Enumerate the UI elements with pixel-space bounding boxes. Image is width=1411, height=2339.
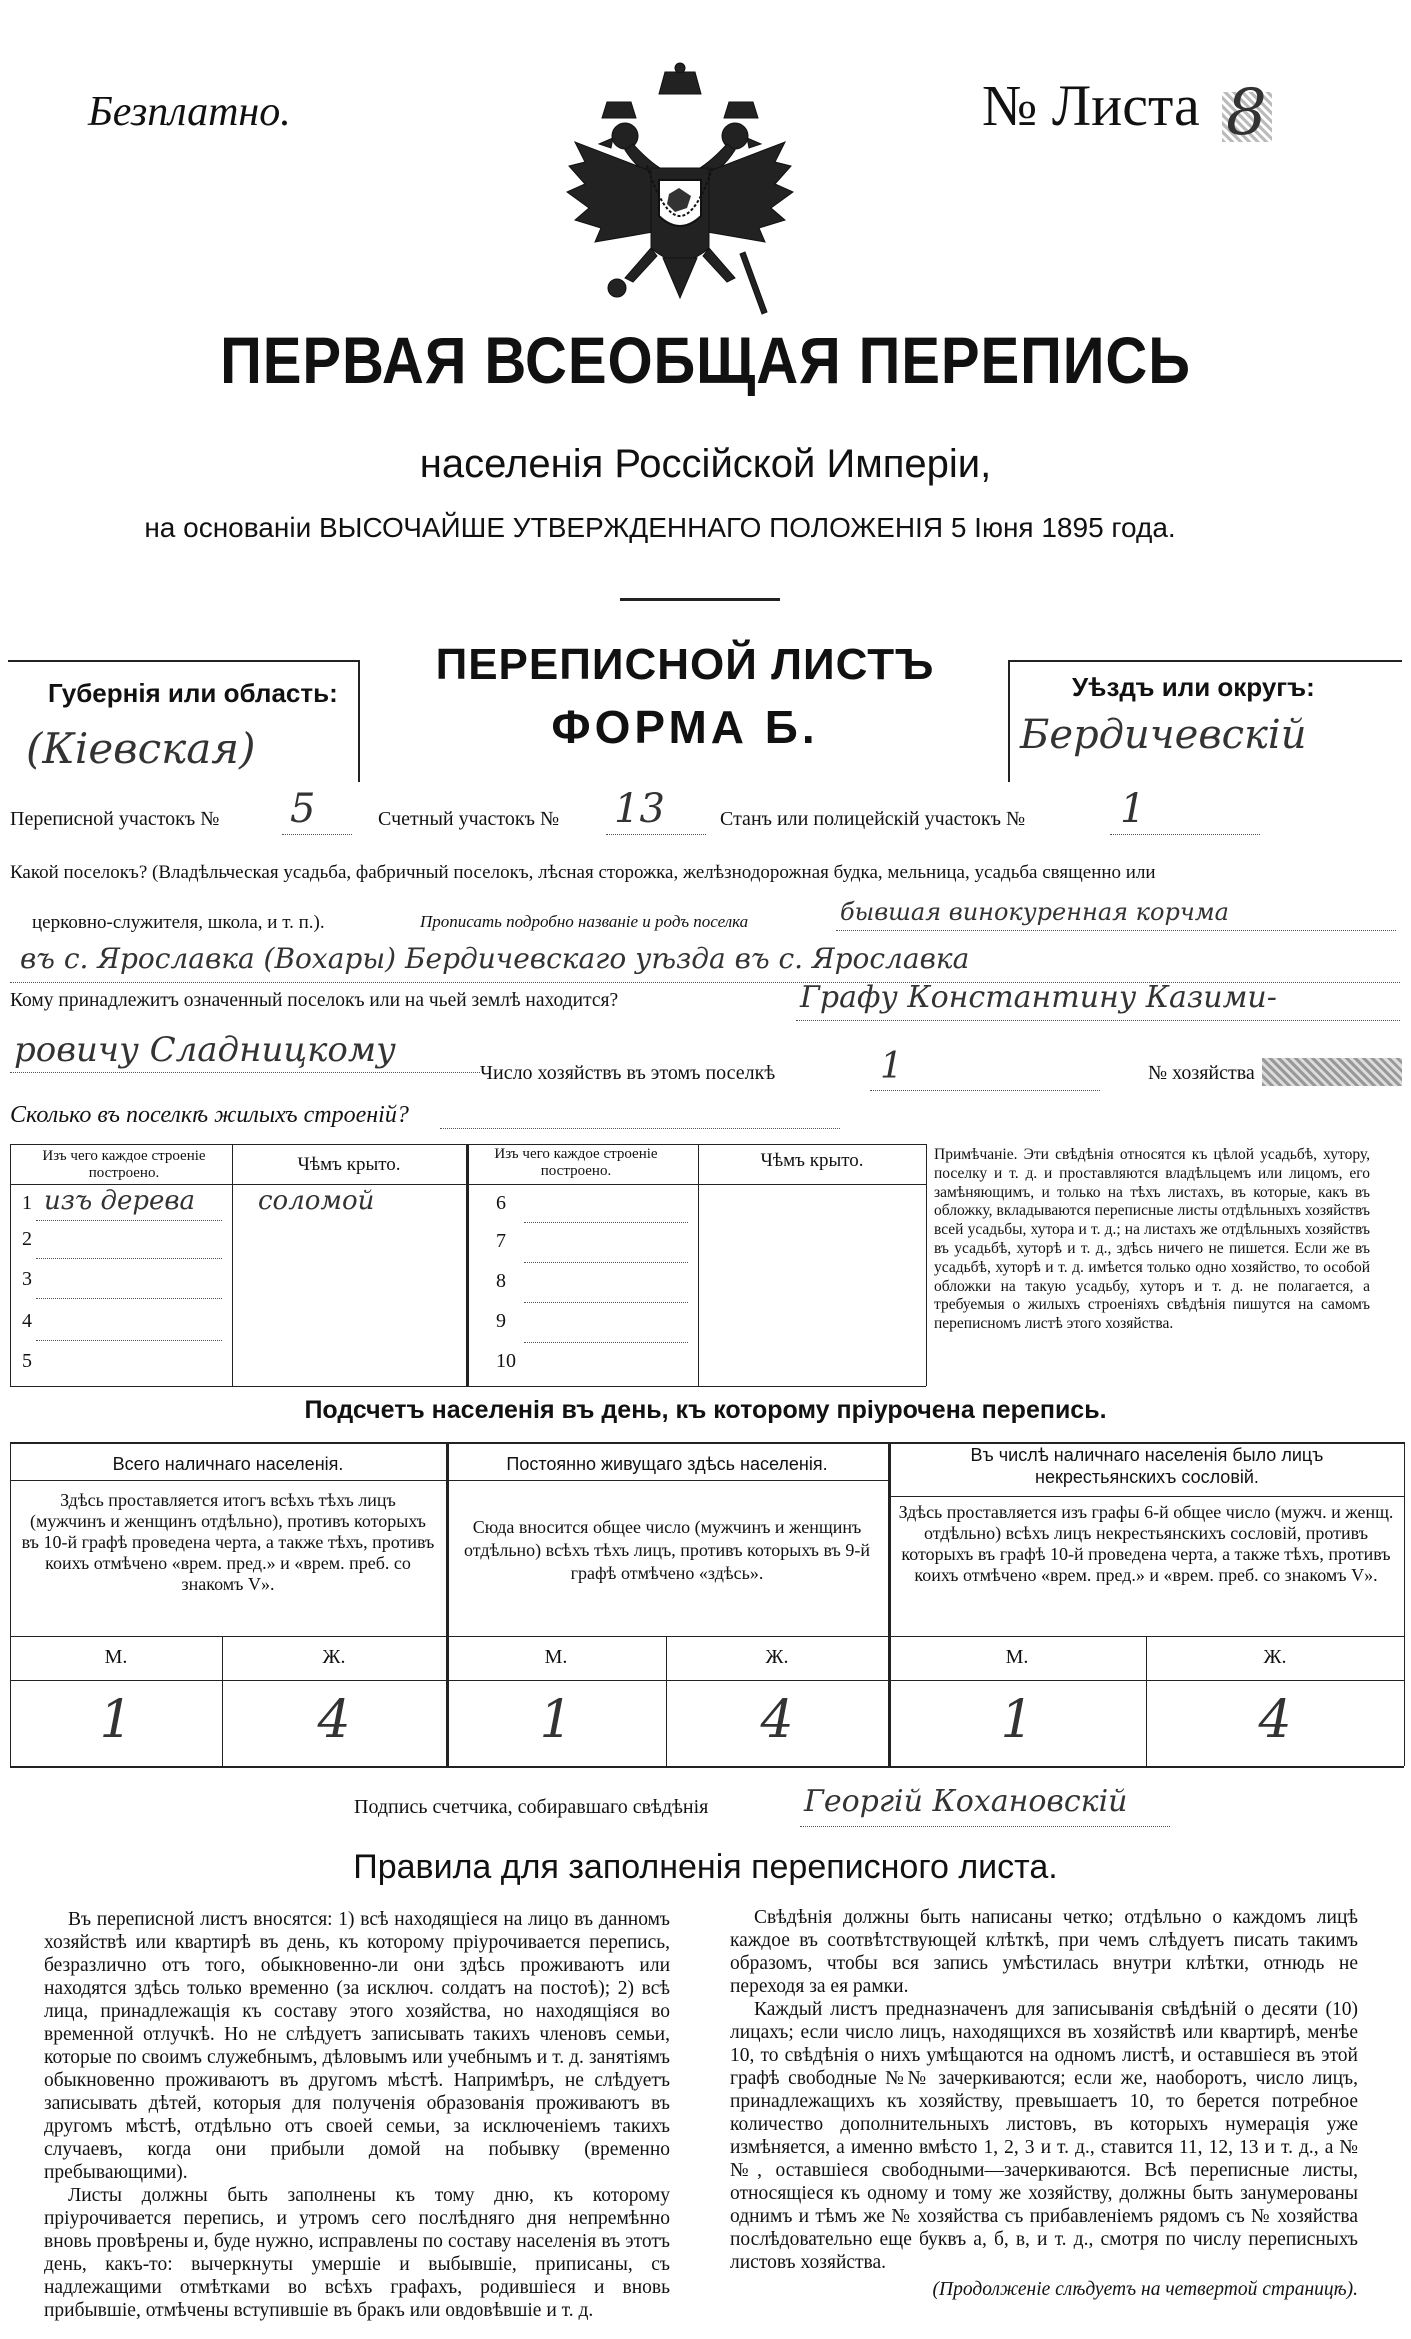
schetny-label: Счетный участокъ № <box>378 808 560 830</box>
rules-right-column <box>730 1906 1358 2301</box>
building-row-n: 2 <box>22 1228 32 1250</box>
household-number-stamp <box>1262 1058 1402 1086</box>
buildings-note <box>934 1146 1370 1334</box>
households-value: 1 <box>880 1046 903 1087</box>
pop-f-label: Ж. <box>322 1646 346 1668</box>
stan-value: 1 <box>1120 786 1146 832</box>
imperial-eagle-emblem <box>555 62 805 327</box>
rules-right-p1: Свѣдѣнія должны быть написаны четко; отдѣльно о каждомъ лицѣ каждое въ соотвѣтствующей клѣткѣ, при чемъ слѣдуетъ писать такимъ образомъ, чтобы вся запись умѣстилась внутри клѣтки, отнюдь не переходя за ея рамки. <box>730 1907 1358 1997</box>
col-material-right: Изъ чего каждое строеніе построено. <box>494 1146 658 1179</box>
gubernia-text: Кіевская <box>42 724 240 773</box>
rules-right-p2: Каждый листъ предназначенъ для записыванія свѣдѣній о десяти (10) лицахъ; если число лицъ, находящихся въ хозяйствѣ или квартирѣ, менѣе 10, то свѣдѣнія о нихъ умѣщаются на одномъ листѣ, и оставшіеся въ этой графѣ свободные №№ зачеркиваются; если же, наоборотъ, число лицъ, принадлежащихъ къ хозяйству, превышаетъ 10, то берется потребное количество дополнительныхъ листовъ, въ которыхъ нумерація уже измѣняется, а именно вмѣсто 1, 2, 3 и т. д., ставится 11, 12, 13 и т. д., а №№, оставшіеся свободными—зачеркиваются. Всѣ переписные листы, относящіеся къ одному и тому же хозяйству, должны быть занумерованы однимъ и тѣмъ же № хозяйства съ прибавленіемъ рядомъ съ № хозяйства послѣдовательно еще буквъ а, б, в, и т. д., смотря по числу переписныхъ листовъ хозяйства. <box>730 1999 1358 2273</box>
signature-label: Подпись счетчика, собиравшаго свѣдѣнія <box>354 1796 709 1818</box>
household-number-label: № хозяйства <box>1148 1062 1255 1084</box>
sheet-number-label: № Листа <box>982 73 1200 138</box>
poselok-value-1: бывшая винокуренная корчма <box>840 898 1229 926</box>
building-row-n: 7 <box>496 1230 506 1252</box>
buildings-question: Сколько въ поселкѣ жилыхъ строеній? <box>10 1102 409 1128</box>
uezd-label: Уѣздъ или округъ: <box>1072 672 1315 702</box>
building-row-n: 4 <box>22 1310 32 1332</box>
pop-nonpeasant-m: 1 <box>1000 1690 1034 1750</box>
perepisnoi-label: Переписной участокъ № <box>10 808 220 830</box>
header-divider <box>620 598 780 601</box>
pop-permanent-f: 4 <box>760 1690 794 1750</box>
pop-col2-text: Сюда вносится общее число (мужчинъ и женщинъ отдѣльно) всѣхъ тѣхъ лицъ, противъ которыхъ въ 9-й графѣ отмѣчено «здѣсь». <box>464 1517 870 1583</box>
signature-value: Георгій Кохановскій <box>804 1784 1128 1819</box>
pop-col3-text: Здѣсь проставляется изъ графы 6-й общее число (мужч. и женщ. отдѣльно) всѣхъ лицъ некрестьянскихъ сословій, противъ которыхъ въ графѣ 10-й проведена черта, а также тѣхъ, противъ коихъ отмѣчено «врем. пред.» и «врем. преб. со знакомъ V». <box>898 1502 1394 1585</box>
pop-m-label: М. <box>1005 1646 1029 1668</box>
form-header-top-rule <box>8 660 360 662</box>
building-roof: соломой <box>258 1186 375 1216</box>
pop-m-label: М. <box>104 1646 128 1668</box>
col-material-left: Изъ чего каждое строеніе построено. <box>42 1148 206 1181</box>
rules-left-p1: Въ переписной листъ вносятся: 1) всѣ находящіеся на лицо въ данномъ хозяйствѣ или квартирѣ въ день, къ которому пріурочивается перепись, безразлично отъ того, обыкновенно-ли они здѣсь проживаютъ или находятся здѣсь только временно (за исключ. солдатъ на постоѣ); 2) всѣ лица, принадлежащія къ составу этого хозяйства, но находящіяся во временной отлучкѣ. Но не слѣдуетъ записывать такихъ членовъ семьи, которые по своимъ служебнымъ, дѣловымъ или учебнымъ и т. д. занятіямъ обыкновенно проживаютъ въ другомъ мѣстѣ. Напримѣръ, не слѣдуетъ записывать дѣтей, которыя для полученія образованія проживаютъ въ другомъ мѣстѣ, отдѣльно отъ своей семьи, за исключеніемъ такихъ случаевъ, когда они прибыли домой на побывку (временно пребывающими). <box>44 1909 670 2183</box>
census-subtitle: населенія Россійской Имперіи, <box>419 442 992 486</box>
pop-f-label: Ж. <box>1263 1646 1287 1668</box>
buildings-note-text: Примѣчаніе. Эти свѣдѣнія относятся къ цѣлой усадьбѣ, хутору, поселку и т. д. и проставляются владѣльцемъ или лицомъ, его замѣняющимъ, и только на тѣхъ листахъ, въ которые, какъ въ обложку, вкладываются переписные листы отдѣльныхъ хозяйствъ всей усадьбы, хутора и т. д.; на листахъ же отдѣльныхъ хозяйствъ въ усадьбѣ, хуторѣ и т. д., здѣсь ничего не пишется. Если же въ усадьбѣ, хуторѣ и т. д. имѣется только одно хозяйство, то особой обложки на такую усадьбу, хуторъ и т. д. не полагается, а требуемыя о жилыхъ строеніяхъ свѣдѣнія пишутся на самомъ переписномъ листѣ этого хозяйства. <box>934 1146 1370 1333</box>
gubernia-value: (Кіевская) <box>26 724 256 773</box>
building-row-n: 10 <box>496 1350 516 1372</box>
pop-total-f: 4 <box>317 1690 351 1750</box>
building-row-n: 3 <box>22 1268 32 1290</box>
schetny-value: 13 <box>614 786 665 832</box>
sheet-number-value: 8 <box>1226 76 1267 150</box>
form-header-top-rule-right <box>1008 660 1402 662</box>
pop-f-label: Ж. <box>765 1646 789 1668</box>
rules-left-p2: Листы должны быть заполнены къ тому дню, къ которому пріурочивается перепись, и утромъ сего послѣдняго дня непремѣнно вновь провѣрены и, буде нужно, исправлены по составу населенія въ этотъ день, какъ-то: вычеркнуты умершіе и выбывшіе, приписаны, съ надлежащими отмѣтками во всѣхъ графахъ, родившіеся и вновь прибывшіе, отмѣчены вступившіе въ бракъ или овдовѣвшіе и т. д. <box>44 2185 670 2321</box>
pop-total-m: 1 <box>99 1690 133 1750</box>
form-header-right-rule <box>1008 660 1010 782</box>
owner-value-1: Графу Константину Казими- <box>800 980 1277 1015</box>
building-row-n: 9 <box>496 1310 506 1332</box>
pop-m-label: М. <box>544 1646 568 1668</box>
pop-col1-head: Всего наличнаго населенія. <box>112 1454 344 1474</box>
poselok-question-2: церковно-служителя, школа, и т. п.). <box>32 912 325 933</box>
census-basis: на основаніи ВЫСОЧАЙШЕ УТВЕРЖДЕННАГО ПОЛОЖЕНІЯ 5 Іюня 1895 года. <box>144 512 1176 543</box>
rules-left-column <box>44 1908 670 2322</box>
building-row-n: 8 <box>496 1270 506 1292</box>
col-roof-right: Чѣмъ крыто. <box>760 1150 864 1171</box>
poselok-value-2: въ с. Ярославка (Вохары) Бердичевскаго уѣзда въ с. Ярославка <box>20 942 970 975</box>
pop-col2-head: Постоянно живущаго здѣсь населенія. <box>506 1454 828 1474</box>
pop-permanent-m: 1 <box>539 1690 573 1750</box>
building-row-n: 5 <box>22 1350 32 1372</box>
building-material: изъ дерева <box>44 1186 196 1216</box>
form-name: ФОРМА Б. <box>551 701 819 753</box>
population-title: Подсчетъ населенія въ день, къ которому пріурочена перепись. <box>304 1396 1107 1424</box>
rules-title: Правила для заполненія переписного листа. <box>353 1848 1058 1886</box>
perepisnoi-value: 5 <box>290 786 316 832</box>
building-row-n: 6 <box>496 1192 506 1214</box>
poselok-question: Какой поселокъ? (Владѣльческая усадьба, фабричный поселокъ, лѣсная сторожка, желѣзнодорожная будка, мельница, усадьба священно или <box>10 862 1156 883</box>
form-header-left-rule <box>358 660 360 782</box>
stan-label: Станъ или полицейскій участокъ № <box>720 808 1026 830</box>
form-sheet-title: ПЕРЕПИСНОЙ ЛИСТЪ <box>435 640 935 689</box>
gubernia-label: Губернія или область: <box>48 678 338 708</box>
uezd-value: Бердичевскій <box>1020 712 1307 758</box>
households-label: Число хозяйствъ въ этомъ поселкѣ <box>480 1062 776 1084</box>
owner-label: Кому принадлежитъ означенный поселокъ или на чьей землѣ находится? <box>10 990 619 1011</box>
pop-col1-text: Здѣсь проставляется итогъ всѣхъ тѣхъ лицъ (мужчинъ и женщинъ отдѣльно), противъ которыхъ въ 10-й графѣ проведена черта, а также тѣхъ, противъ коихъ отмѣчено «врем. пред.» и «врем. преб. со знакомъ V». <box>21 1490 435 1594</box>
owner-value-2: ровичу Сладницкому <box>14 1030 396 1070</box>
pop-nonpeasant-f: 4 <box>1258 1690 1292 1750</box>
building-row-n: 1 <box>22 1192 32 1214</box>
pop-col3-head: Въ числѣ наличнаго населенія было лицъ некрестьянскихъ сословій. <box>970 1445 1324 1487</box>
rules-continued: (Продолженіе слѣдуетъ на четвертой страницѣ). <box>932 2279 1358 2300</box>
census-title: ПЕРВАЯ ВСЕОБЩАЯ ПЕРЕПИСЬ <box>220 323 1191 397</box>
col-roof-left: Чѣмъ крыто. <box>297 1154 401 1175</box>
free-label: Безплатно. <box>88 89 291 135</box>
poselok-hint: Прописать подробно названіе и родъ поселка <box>420 912 749 931</box>
